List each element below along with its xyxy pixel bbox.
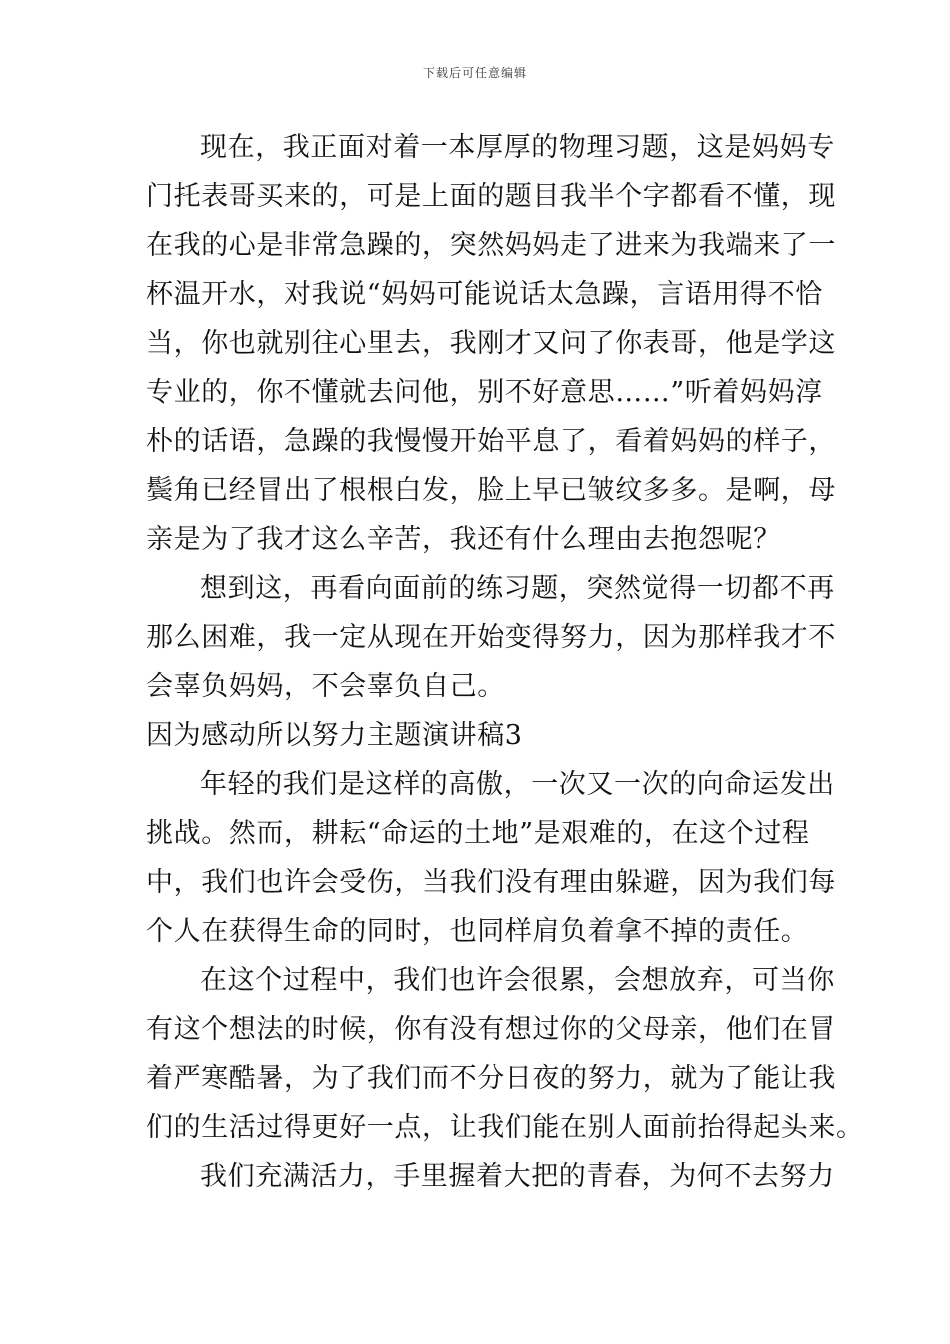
text-line: 着严寒酷暑，为了我们而不分日夜的努力，就为了能让我 [146, 1063, 836, 1094]
text-line: 因为感动所以努力主题演讲稿3 [146, 720, 523, 751]
text-line: 在我的心是非常急躁的，突然妈妈走了进来为我端来了一 [146, 230, 836, 261]
text-line: 个人在获得生命的同时，也同样肩负着拿不掉的责任。 [146, 916, 809, 947]
text-line: 会辜负妈妈，不会辜负自己。 [146, 671, 505, 702]
document-body [146, 123, 864, 1201]
text-line: 那么困难，我一定从现在开始变得努力，因为那样我才不 [146, 622, 836, 653]
text-line: 当，你也就别往心里去，我刚才又问了你表哥，他是学这 [146, 328, 836, 359]
text-line: 专业的，你不懂就去问他，别不好意思……”听着妈妈淳 [146, 377, 823, 408]
text-line: 现在，我正面对着一本厚厚的物理习题，这是妈妈专 [200, 132, 835, 163]
text-line: 挑战。然而，耕耘“命运的土地”是艰难的，在这个过程 [146, 818, 810, 849]
text-line: 中，我们也许会受伤，当我们没有理由躲避，因为我们每 [146, 867, 836, 898]
text-line: 亲是为了我才这么辛苦，我还有什么理由去抱怨呢？ [146, 524, 781, 555]
text-line: 朴的话语，急躁的我慢慢开始平息了，看着妈妈的样子， [146, 426, 836, 457]
text-line: 我们充满活力，手里握着大把的青春，为何不去努力 [200, 1161, 835, 1192]
text-line: 想到这，再看向面前的练习题，突然觉得一切都不再 [200, 573, 835, 604]
text-line: 们的生活过得更好一点，让我们能在别人面前抬得起头来。 [146, 1112, 864, 1143]
text-line: 鬓角已经冒出了根根白发，脸上早已皱纹多多。是啊，母 [146, 475, 836, 506]
page-header: 下载后可任意编辑 [422, 66, 527, 80]
text-line: 门托表哥买来的，可是上面的题目我半个字都看不懂，现 [146, 181, 836, 212]
text-line: 年轻的我们是这样的高傲，一次又一次的向命运发出 [200, 769, 835, 800]
text-line: 杯温开水，对我说“妈妈可能说话太急躁，言语用得不恰 [146, 279, 823, 310]
text-line: 有这个想法的时候，你有没有想过你的父母亲，他们在冒 [146, 1014, 836, 1045]
text-line: 在这个过程中，我们也许会很累，会想放弃，可当你 [200, 965, 835, 996]
